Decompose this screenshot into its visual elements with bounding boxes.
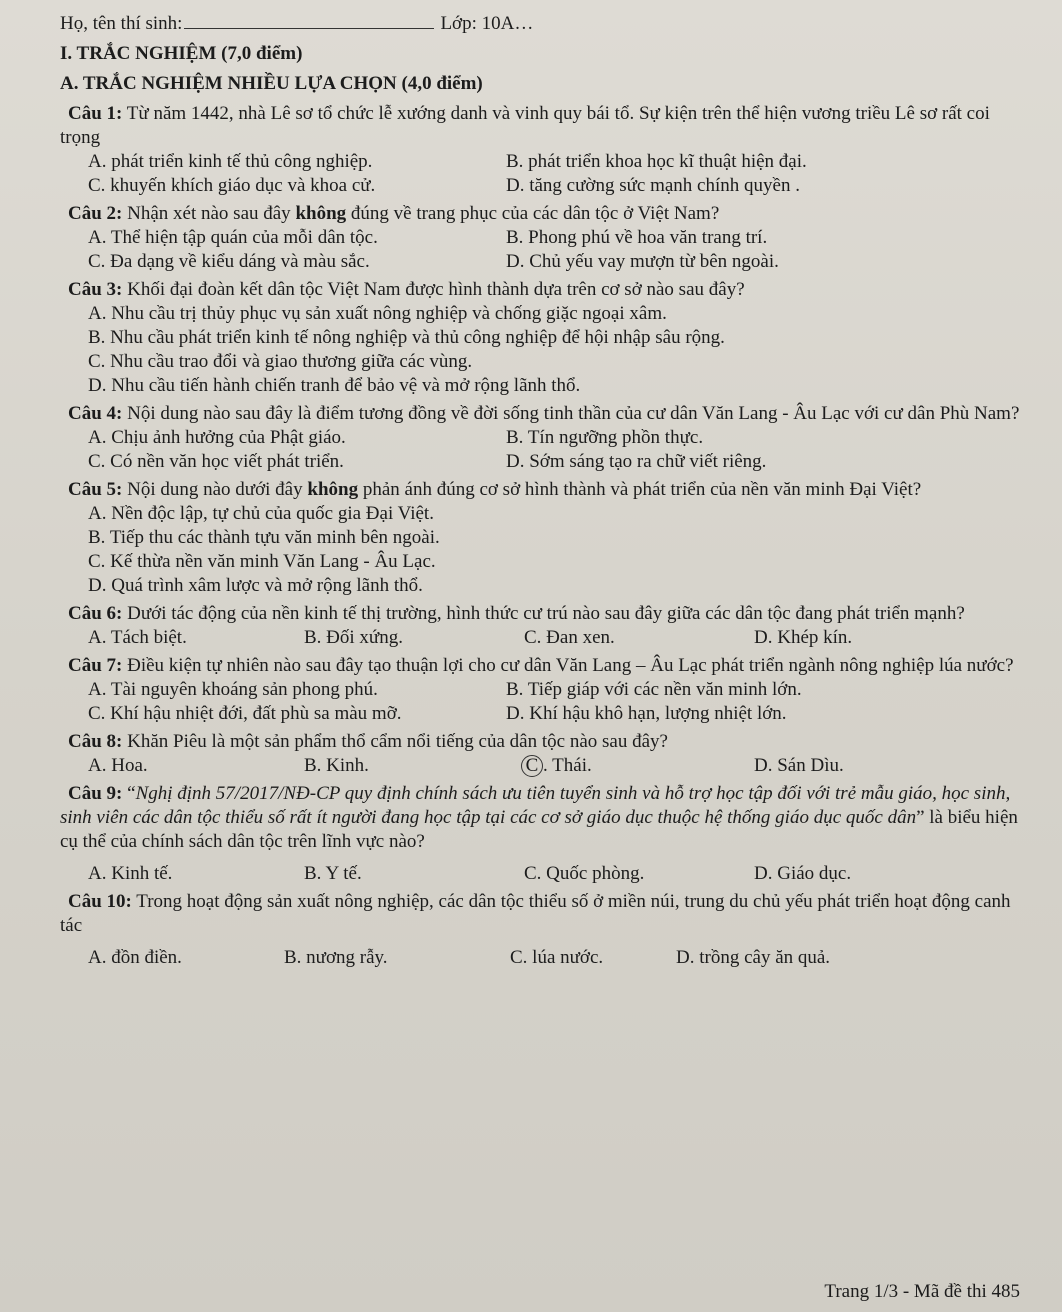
option-d: D. Quá trình xâm lược và mở rộng lãnh thổ. [88, 575, 423, 596]
option-d: D. tăng cường sức mạnh chính quyền . [506, 175, 800, 196]
options [60, 862, 1022, 886]
option-b: B. Kinh. [304, 755, 369, 776]
option-a: A. Chịu ảnh hưởng của Phật giáo. [88, 427, 346, 448]
option-d: D. Sán Dìu. [754, 755, 844, 776]
question-text: Từ năm 1442, nhà Lê sơ tổ chức lễ xướng danh và vinh quy bái tổ. Sự kiện trên thể hiện vương triều Lê sơ rất coi trọng [60, 103, 990, 148]
question-number: Câu 6: [68, 603, 123, 624]
option-c: C. Nhu cầu trao đổi và giao thương giữa các vùng. [88, 351, 473, 372]
option-b: B. Tín ngưỡng phồn thực. [506, 427, 704, 448]
class-label: Lớp: 10A… [440, 13, 534, 34]
question-number: Câu 8: [68, 731, 123, 752]
option-b: B. Y tế. [304, 863, 362, 884]
options [60, 754, 1022, 778]
option-a: A. Tài nguyên khoáng sản phong phú. [88, 679, 378, 700]
question-text: Nhận xét nào sau đây không đúng về trang phục của các dân tộc ở Việt Nam? [127, 203, 720, 224]
question-number: Câu 4: [68, 403, 123, 424]
question-number: Câu 5: [68, 479, 123, 500]
option-a: A. đồn điền. [88, 947, 182, 968]
option-a: A. phát triển kinh tế thủ công nghiệp. [88, 151, 373, 172]
option-b: B. Tiếp thu các thành tựu văn minh bên ngoài. [88, 527, 440, 548]
option-b: B. nương rẫy. [284, 947, 388, 968]
option-c: C. khuyến khích giáo dục và khoa cử. [88, 175, 376, 196]
option-d: D. trồng cây ăn quả. [676, 947, 831, 968]
option-d: D. Chủ yếu vay mượn từ bên ngoài. [506, 251, 779, 272]
option-c: C. Đan xen. [524, 627, 615, 648]
options [60, 426, 1022, 474]
question-10 [60, 890, 1022, 970]
question-text: Dưới tác động của nền kinh tế thị trường, hình thức cư trú nào sau đây giữa các dân tộc đang phát triển mạnh? [127, 603, 965, 624]
option-c: C. lúa nước. [510, 947, 604, 968]
option-b: B. Phong phú về hoa văn trang trí. [506, 227, 768, 248]
question-7 [60, 654, 1022, 726]
question-4 [60, 402, 1022, 474]
option-d: D. Nhu cầu tiến hành chiến tranh để bảo vệ và mở rộng lãnh thổ. [88, 375, 581, 396]
option-d: D. Giáo dục. [754, 863, 852, 884]
question-1 [60, 102, 1022, 198]
question-text: Điều kiện tự nhiên nào sau đây tạo thuận lợi cho cư dân Văn Lang – Âu Lạc phát triển ngành nông nghiệp lúa nước? [127, 655, 1014, 676]
question-number: Câu 9: [68, 783, 123, 804]
options [60, 150, 1022, 198]
option-a: A. Hoa. [88, 755, 148, 776]
question-text: Nội dung nào sau đây là điểm tương đồng về đời sống tinh thần của cư dân Văn Lang - Âu Lạc với cư dân Phù Nam? [127, 403, 1020, 424]
option-a: A. Nhu cầu trị thủy phục vụ sản xuất nông nghiệp và chống giặc ngoại xâm. [88, 303, 667, 324]
question-text: Trong hoạt động sản xuất nông nghiệp, các dân tộc thiểu số ở miền núi, trung du chủ yếu phát triển hoạt động canh tác [60, 891, 1011, 936]
question-3 [60, 278, 1022, 398]
question-text: Nội dung nào dưới đây không phản ánh đúng cơ sở hình thành và phát triển của nền văn minh Đại Việt? [127, 479, 922, 500]
options [60, 502, 1022, 598]
page-footer: Trang 1/3 - Mã đề thi 485 [824, 1281, 1020, 1302]
circled-answer-mark: C [521, 755, 543, 777]
question-text: Khăn Piêu là một sản phẩm thổ cẩm nổi tiếng của dân tộc nào sau đây? [127, 731, 668, 752]
section-title-multiple-choice: I. TRẮC NGHIỆM (7,0 điểm) [60, 43, 303, 64]
student-name-label: Họ, tên thí sinh: [60, 13, 183, 34]
question-number: Câu 7: [68, 655, 123, 676]
option-c: C . Thái. [524, 754, 754, 778]
question-5 [60, 478, 1022, 598]
question-number: Câu 10: [68, 891, 132, 912]
options [60, 626, 1022, 650]
question-text: “Nghị định 57/2017/NĐ-CP quy định chính sách ưu tiên tuyển sinh và hỗ trợ học tập đối với trẻ mẫu giáo, học sinh, sinh viên các dân tộc thiểu số rất ít người đang học tập tại các cơ sở giáo dục thuộc hệ thống giáo dục quốc dân” là biểu hiện cụ thể của chính sách dân tộc trên lĩnh vực nào? [60, 783, 1018, 852]
option-b: B. Nhu cầu phát triển kinh tế nông nghiệp và thủ công nghiệp để hội nhập sâu rộng. [88, 327, 725, 348]
option-a: A. Nền độc lập, tự chủ của quốc gia Đại Việt. [88, 503, 434, 524]
option-a: A. Tách biệt. [88, 627, 187, 648]
section-subtitle-part-a: A. TRẮC NGHIỆM NHIỀU LỰA CHỌN (4,0 điểm) [60, 73, 483, 94]
options [60, 302, 1022, 398]
option-c: C. Quốc phòng. [524, 863, 645, 884]
question-9 [60, 782, 1022, 886]
option-d: D. Sớm sáng tạo ra chữ viết riêng. [506, 451, 767, 472]
option-a: A. Kinh tế. [88, 863, 173, 884]
question-2 [60, 202, 1022, 274]
option-d: D. Khí hậu khô hạn, lượng nhiệt lớn. [506, 703, 787, 724]
option-d: D. Khép kín. [754, 627, 853, 648]
option-b: B. phát triển khoa học kĩ thuật hiện đại. [506, 151, 807, 172]
question-text: Khối đại đoàn kết dân tộc Việt Nam được hình thành dựa trên cơ sở nào sau đây? [127, 279, 745, 300]
question-number: Câu 3: [68, 279, 123, 300]
option-c: C. Kế thừa nền văn minh Văn Lang - Âu Lạc. [88, 551, 436, 572]
option-c: C. Đa dạng về kiểu dáng và màu sắc. [88, 251, 370, 272]
question-6 [60, 602, 1022, 650]
option-c: C. Có nền văn học viết phát triển. [88, 451, 344, 472]
header [60, 10, 1022, 38]
option-b: B. Đối xứng. [304, 627, 403, 648]
student-name-blank [184, 10, 434, 29]
options [60, 678, 1022, 726]
question-number: Câu 2: [68, 203, 123, 224]
question-8 [60, 730, 1022, 778]
option-b: B. Tiếp giáp với các nền văn minh lớn. [506, 679, 802, 700]
option-c: C. Khí hậu nhiệt đới, đất phù sa màu mỡ. [88, 703, 402, 724]
question-number: Câu 1: [68, 103, 123, 124]
option-a: A. Thể hiện tập quán của mỗi dân tộc. [88, 227, 378, 248]
options [60, 946, 1022, 970]
options [60, 226, 1022, 274]
